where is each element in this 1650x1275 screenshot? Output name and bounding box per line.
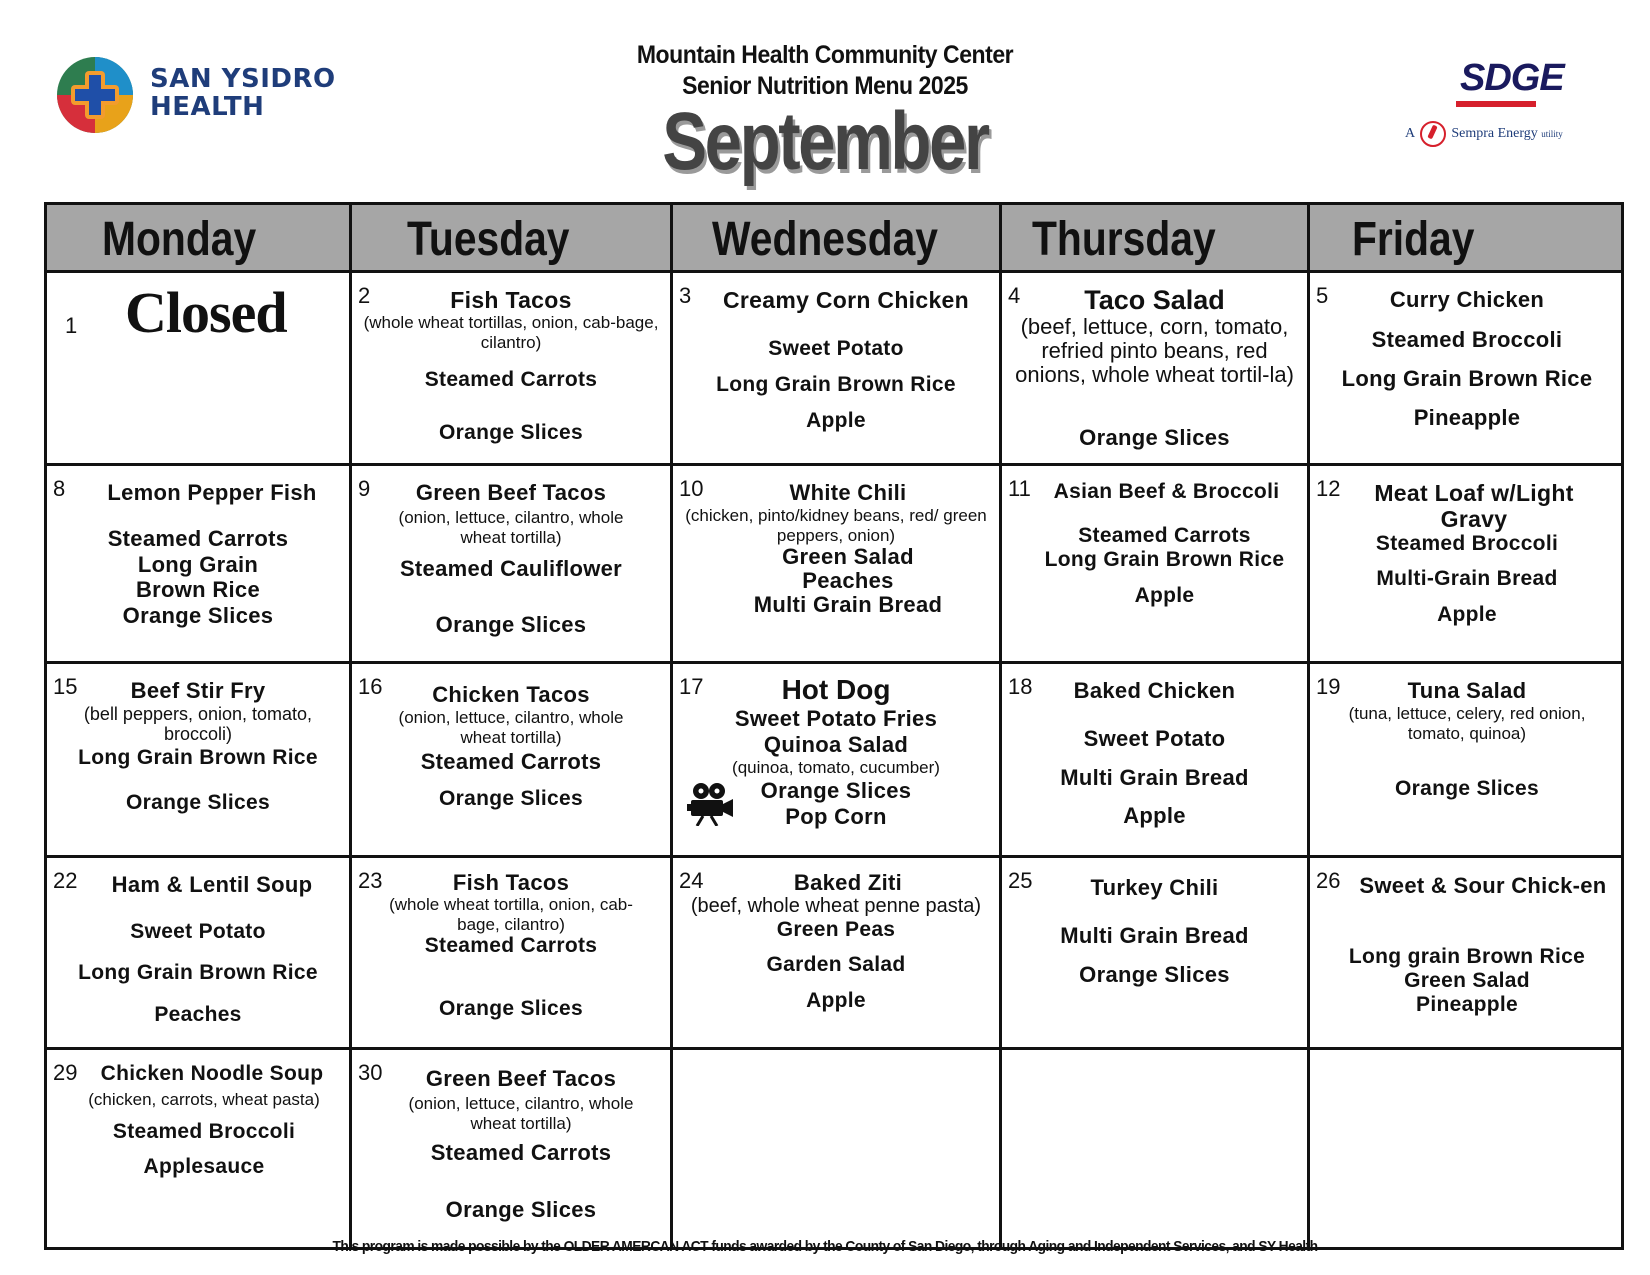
day-number: 2: [358, 283, 371, 308]
side-dish: Orange Slices: [435, 612, 587, 637]
weekday-header-row: [47, 205, 1621, 273]
side-dish: Orange Slices: [439, 787, 583, 810]
dish-ingredients: (whole wheat tortillas, onion, cab-bage, cilantro): [363, 313, 659, 352]
day-cell: [352, 466, 670, 661]
side-dish: Steamed Broccoli: [1371, 327, 1563, 352]
day-cell: [673, 466, 999, 661]
main-dish: Hot Dog: [781, 674, 891, 705]
day-number: 16: [358, 674, 383, 699]
sempra-tagline-a: A: [1405, 126, 1415, 142]
dish-ingredients: (chicken, pinto/kidney beans, red/ green peppers, onion): [685, 506, 987, 545]
side-dish: Pineapple: [1413, 405, 1521, 430]
dish-ingredients: (onion, lettuce, cilantro, whole wheat tortilla): [398, 708, 624, 747]
main-dish: Fish Tacos: [452, 870, 570, 895]
side-dish: Orange Slices: [126, 791, 270, 814]
sempra-tagline-utility: utility: [1541, 129, 1563, 140]
day-number: 17: [679, 674, 704, 699]
sempra-swoosh-icon: [1420, 121, 1446, 147]
day-cell: [1002, 466, 1307, 661]
dish-ingredients: (quinoa, tomato, cucumber): [732, 758, 940, 777]
side-dish: Steamed Carrots: [424, 934, 598, 957]
logo-text-line2: HEALTH: [150, 92, 265, 122]
logo-text-line1: SAN YSIDRO: [150, 64, 336, 94]
side-dish: Orange Slices: [445, 1197, 597, 1222]
side-dish: Multi Grain Bread: [1060, 923, 1249, 948]
main-dish: Asian Beef & Broccoli: [1053, 480, 1280, 503]
day-cell: [1310, 858, 1624, 1047]
day-cell: [1310, 664, 1624, 855]
menu-year-title: Senior Nutrition Menu 2025: [682, 72, 968, 100]
menu-title-block: [540, 40, 1110, 187]
side-dish: Orange Slices: [439, 997, 583, 1020]
main-dish: Lemon Pepper Fish: [107, 480, 317, 505]
day-cell: [1002, 273, 1307, 463]
day-cell: [673, 273, 999, 463]
funding-footer: This program is made possible by the OLDER AMERCAN ACT funds awarded by the County of San Diego, through Aging and Independent Services, and SY Health: [332, 1238, 1318, 1255]
side-dish: Steamed Broccoli: [112, 1120, 296, 1143]
side-dish: Steamed Carrots: [420, 749, 602, 774]
side-dish: Long grain Brown Rice: [1348, 945, 1586, 968]
side-dish: Apple: [806, 409, 866, 432]
side-dish: Apple: [1123, 803, 1186, 828]
day-cell: [1310, 466, 1624, 661]
main-dish: Sweet & Sour Chick-en: [1359, 873, 1607, 898]
dish-ingredients: (bell peppers, onion, tomato, broccoli): [83, 704, 313, 744]
day-cell: [352, 1050, 670, 1247]
side-dish: Multi-Grain Bread: [1376, 567, 1558, 590]
day-number: 24: [679, 868, 704, 893]
side-dish: Steamed Carrots: [424, 368, 598, 391]
day-cell: [673, 664, 999, 855]
side-dish: Multi Grain Bread: [753, 592, 943, 617]
side-dish: Long Grain Brown Rice: [1341, 366, 1593, 391]
main-dish: Taco Salad: [1084, 285, 1225, 315]
main-dish: Baked Chicken: [1073, 678, 1236, 703]
day-number: 8: [53, 476, 66, 501]
day-number: 9: [358, 476, 371, 501]
dish-ingredients: (whole wheat tortilla, onion, cab-bage, cilantro): [389, 895, 633, 934]
sempra-tagline: [1405, 121, 1563, 147]
day-number: 30: [358, 1060, 383, 1085]
day-cell: [1002, 664, 1307, 855]
side-dish: Green Salad: [782, 544, 914, 569]
header-wednesday: Wednesday: [712, 213, 938, 266]
side-dish: Long Grain Brown Rice: [135, 552, 261, 602]
main-dish: Green Beef Tacos: [425, 1066, 617, 1091]
side-dish: Garden Salad: [766, 953, 906, 976]
main-dish: White Chili: [789, 480, 907, 505]
main-dish: Creamy Corn Chicken: [723, 287, 969, 313]
side-dish: Peaches: [154, 1003, 242, 1026]
day-number: 15: [53, 674, 78, 699]
side-dish: Peaches: [802, 568, 894, 593]
side-dish: Sweet Potato Fries: [734, 706, 938, 731]
dish-ingredients: (chicken, carrots, wheat pasta): [88, 1090, 320, 1109]
dish-ingredients: (onion, lettuce, cilantro, whole wheat tortilla): [408, 1094, 634, 1133]
day-cell: [352, 858, 670, 1047]
medical-cross-logo-icon: [55, 55, 135, 135]
header-friday: Friday: [1352, 213, 1475, 266]
side-dish: Orange Slices: [122, 603, 274, 628]
day-number: 10: [679, 476, 704, 501]
side-dish: Green Salad: [1404, 969, 1530, 992]
day-number: 19: [1316, 674, 1341, 699]
center-name: Mountain Health Community Center: [636, 41, 1014, 69]
side-dish: Long Grain Brown Rice: [1044, 548, 1285, 571]
closed-label: Closed: [125, 280, 287, 345]
day-cell: [1002, 858, 1307, 1047]
day-number: 23: [358, 868, 383, 893]
empty-day-cell: [1310, 1050, 1624, 1247]
side-dish: Steamed Carrots: [1078, 524, 1251, 547]
side-dish: Sweet Potato: [768, 337, 904, 360]
day-number: 22: [53, 868, 78, 893]
day-number: 25: [1008, 868, 1033, 893]
day-number: 18: [1008, 674, 1033, 699]
side-dish: Long Grain Brown Rice: [78, 961, 318, 984]
day-number: 1: [65, 313, 78, 338]
side-dish: Orange Slices: [1079, 425, 1230, 450]
side-dish: Orange Slices: [1395, 777, 1539, 800]
dish-ingredients: (beef, whole wheat penne pasta): [690, 895, 982, 917]
day-cell: [352, 664, 670, 855]
main-dish: Turkey Chili: [1090, 875, 1219, 900]
day-cell: [47, 664, 349, 855]
side-dish: Sweet Potato: [130, 920, 266, 943]
empty-day-cell: [1002, 1050, 1307, 1247]
side-dish: Multi Grain Bread: [1060, 765, 1249, 790]
main-dish: Meat Loaf w/Light Gravy: [1374, 480, 1574, 532]
day-cell: [47, 1050, 349, 1247]
main-dish: Chicken Tacos: [432, 682, 590, 707]
main-dish: Baked Ziti: [793, 870, 903, 895]
day-cell: [47, 273, 349, 463]
header-tuesday: Tuesday: [407, 213, 570, 266]
main-dish: Ham & Lentil Soup: [111, 872, 313, 897]
day-number: 26: [1316, 868, 1341, 893]
sdge-logo: [1400, 55, 1600, 150]
sdge-wordmark: SDGE: [1460, 57, 1564, 99]
san-ysidro-health-logo: [55, 55, 355, 140]
side-dish: Applesauce: [143, 1155, 265, 1178]
movie-projector-icon: [687, 782, 735, 826]
header-thursday: Thursday: [1032, 213, 1216, 266]
dish-ingredients: (onion, lettuce, cilantro, whole wheat tortilla): [398, 508, 624, 547]
menu-calendar: [44, 202, 1624, 1250]
day-cell: [47, 466, 349, 661]
main-dish: Fish Tacos: [450, 287, 572, 313]
side-dish: Steamed Carrots: [430, 1140, 612, 1165]
day-cell: [673, 858, 999, 1047]
sdge-red-bar: [1456, 101, 1536, 107]
side-dish: Steamed Cauliflower: [399, 556, 623, 581]
side-dish: Pineapple: [1416, 993, 1518, 1016]
header-monday: Monday: [102, 213, 257, 266]
side-dish: Steamed Broccoli: [1375, 532, 1559, 555]
side-dish: Apple: [1437, 603, 1497, 626]
day-number: 5: [1316, 283, 1329, 308]
main-dish: Beef Stir Fry: [130, 678, 266, 703]
main-dish: Tuna Salad: [1407, 678, 1527, 703]
dish-ingredients: (tuna, lettuce, celery, red onion, tomato, quinoa): [1348, 704, 1586, 743]
empty-day-cell: [673, 1050, 999, 1247]
side-dish: Quinoa Salad: [763, 732, 909, 757]
side-dish: Long Grain Brown Rice: [716, 373, 956, 396]
main-dish: Curry Chicken: [1389, 287, 1545, 312]
day-cell: [47, 858, 349, 1047]
side-dish: Pop Corn: [785, 804, 887, 829]
day-cell: [352, 273, 670, 463]
side-dish: Orange Slices: [760, 778, 912, 803]
dish-ingredients: (beef, lettuce, corn, tomato, refried pinto beans, red onions, whole wheat tortil-la): [1015, 314, 1294, 387]
sempra-tagline-name: Sempra Energy: [1451, 126, 1538, 142]
day-number: 29: [53, 1060, 78, 1085]
side-dish: Green Peas: [776, 918, 896, 941]
side-dish: Apple: [1134, 584, 1195, 607]
main-dish: Chicken Noodle Soup: [100, 1062, 324, 1085]
day-number: 11: [1008, 476, 1031, 501]
month-title: September: [662, 96, 988, 187]
side-dish: Orange Slices: [439, 421, 583, 444]
side-dish: Orange Slices: [1079, 962, 1230, 987]
side-dish: Long Grain Brown Rice: [78, 746, 318, 769]
day-number: 4: [1008, 283, 1021, 308]
side-dish: Apple: [806, 989, 866, 1012]
day-number: 12: [1316, 476, 1341, 501]
side-dish: Steamed Carrots: [107, 526, 289, 551]
day-cell: [1310, 273, 1624, 463]
side-dish: Sweet Potato: [1083, 726, 1226, 751]
main-dish: Green Beef Tacos: [415, 480, 607, 505]
day-number: 3: [679, 283, 692, 308]
